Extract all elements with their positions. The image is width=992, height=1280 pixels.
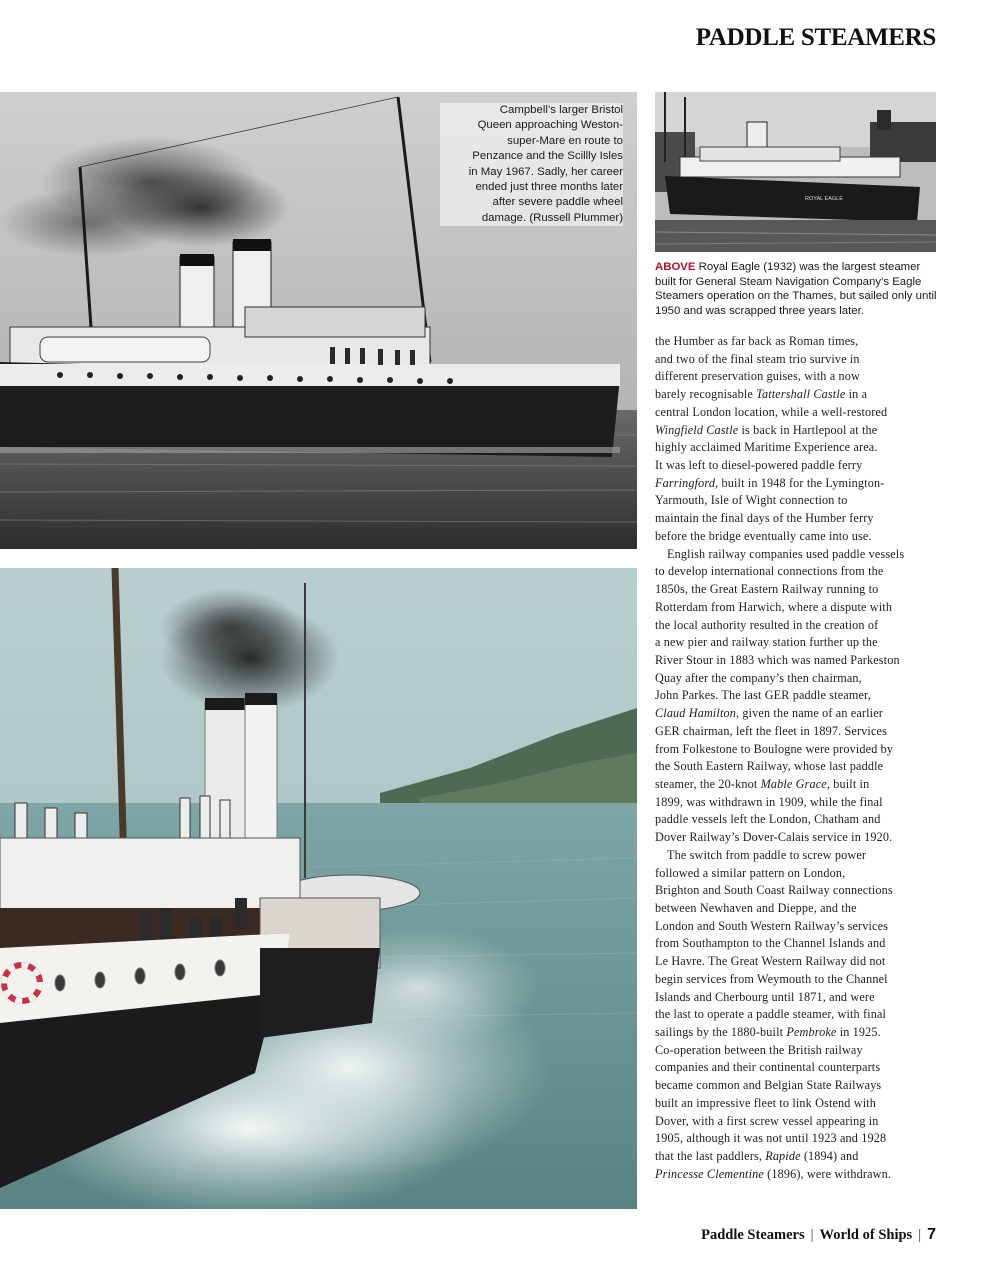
paragraph-1-text-b: in a central London location, while a well-restored bbox=[655, 387, 888, 419]
ship-name-claud-hamilton: Claud Hamilton bbox=[655, 706, 736, 721]
ship-name-pembroke: Pembroke bbox=[786, 1025, 837, 1040]
bristol-queen-caption-text: Campbell’s larger Bristol Queen approaching Weston- super-Mare en route to Penzance and the Scillly Isles in May 1967. Sadly, her career ended just three months later after severe paddle wheel damage. (Russell Plummer) bbox=[468, 104, 623, 224]
paragraph-3-text-d: (1896), were withdrawn. bbox=[763, 1166, 892, 1181]
ship-name-tattershall-castle: Tattershall Castle bbox=[756, 387, 846, 402]
article-body-column bbox=[655, 333, 938, 1184]
paragraph-2-text-b: , given the name of an earlier GER chairman, left the fleet in 1897. Services from Folkestone to Boulogne were provided by the South Eastern Railway, whose last paddle steamer, the 20-knot bbox=[655, 706, 894, 791]
paragraph-1-text-c: is back in Hartlepool at the highly acclaimed Maritime Experience area. It was left to diesel-powered paddle ferry bbox=[655, 422, 878, 473]
ship-name-wingfield-castle: Wingfield Castle bbox=[655, 422, 739, 437]
paragraph-3-text-c: (1894) and bbox=[803, 1149, 859, 1164]
paragraph-3-text-b: in 1925. Co-operation between the British railway companies and their continental counterparts became common and Belgian State Railways built an impressive fleet to link Ostend with Dover, with a first screw vessel appearing in 1905, although it was not until 1923 and 1928 that the last paddlers, bbox=[655, 1025, 887, 1164]
ship-name-mable-grace: Mable Grace bbox=[760, 776, 827, 791]
bristol-queen-caption bbox=[440, 103, 623, 226]
footer-magazine-name: World of Ships bbox=[819, 1227, 913, 1243]
footer-separator-2: | bbox=[918, 1227, 922, 1243]
royal-eagle-caption bbox=[655, 260, 938, 319]
page-footer bbox=[701, 1226, 936, 1244]
running-header-title: PADDLE STEAMERS bbox=[695, 24, 936, 51]
article-paragraph-2 bbox=[655, 546, 938, 847]
royal-eagle-hull-lettering: ROYAL EAGLE bbox=[805, 196, 843, 202]
royal-eagle-photo bbox=[655, 92, 936, 252]
paragraph-1-text-a: the Humber as far back as Roman times, and two of the final steam trio survive in different preservation guises, with a now barely recognisable bbox=[655, 334, 860, 402]
paragraph-2-text-c: , built in 1899, was withdrawn in 1909, while the final paddle vessels left the London, Chatham and Dover Railway’s Dover-Calais service in 1920. bbox=[655, 776, 893, 845]
ship-name-farringford: Farringford bbox=[655, 475, 716, 490]
caption-lead-above: ABOVE bbox=[655, 261, 696, 273]
article-paragraph-1 bbox=[655, 333, 938, 546]
paragraph-3-text-a: The switch from paddle to screw power followed a similar pattern on London, Brighton and South Coast Railway connections between Newhaven and Dieppe, and the London and South Western Railway’s services from Southampton to the Channel Islands and Le Havre. The Great Western Railway did not begin services from Weymouth to the Channel Islands and Cherbourg until 1871, and were the last to operate a paddle steamer, with final sailings by the 1880-built bbox=[655, 847, 893, 1040]
page-number: 7 bbox=[927, 1226, 936, 1243]
ship-name-rapide: Rapide bbox=[765, 1149, 801, 1164]
paragraph-1-text-d: , built in 1948 for the Lymington- Yarmouth, Isle of Wight connection to maintain the final days of the Humber ferry before the bridge eventually came into use. bbox=[655, 475, 885, 543]
paddle-steamer-colour-photo bbox=[0, 568, 637, 1209]
footer-section-name: Paddle Steamers bbox=[701, 1227, 805, 1243]
paragraph-2-text-a: English railway companies used paddle vessels to develop international connections from the 1850s, the Great Eastern Railway running to Rotterdam from Harwich, where a dispute with the local authority resulted in the creation of a new pier and railway station further up the River Stour in 1883 which was named Parkeston Quay after the company’s then chairman, John Parkes. The last GER paddle steamer, bbox=[655, 546, 905, 703]
ship-name-princesse-clementine: Princesse Clementine bbox=[655, 1166, 764, 1181]
royal-eagle-caption-text: Royal Eagle (1932) was the largest steamer built for General Steam Navigation Company’s Eagle Steamers operation on the Thames, but sailed only until 1950 and was scrapped three years later. bbox=[655, 261, 937, 318]
footer-separator: | bbox=[810, 1227, 814, 1243]
article-paragraph-3 bbox=[655, 847, 938, 1184]
